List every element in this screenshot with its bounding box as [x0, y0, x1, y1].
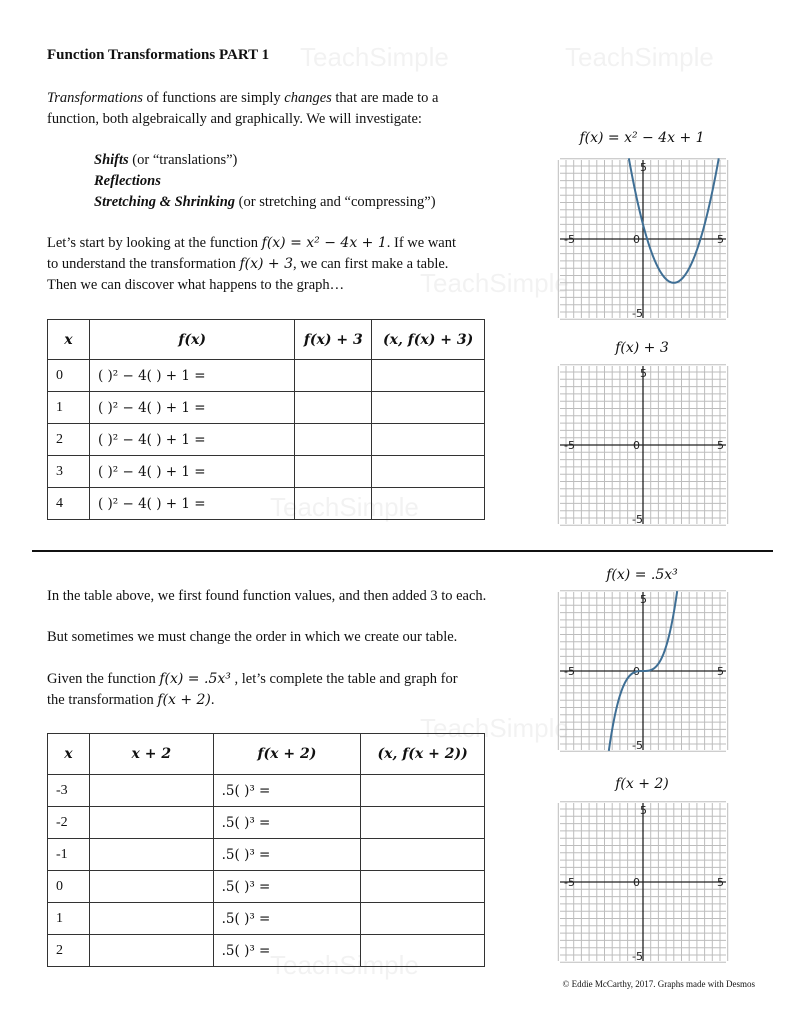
page-title: Function Transformations PART 1 — [47, 47, 270, 63]
topic-stretching: Stretching & Shrinking — [94, 194, 236, 210]
table-row — [48, 456, 485, 488]
graph-quadratic[interactable] — [560, 160, 726, 318]
intro-em: Transformations — [47, 90, 143, 106]
table-cell-x: 2 — [48, 935, 90, 967]
table-cell-expr[interactable]: .5( )³ = — [213, 935, 361, 967]
topic-reflections: Reflections — [94, 173, 161, 189]
intro-text: that are made to a — [331, 90, 439, 106]
table-row — [48, 871, 485, 903]
table-cell-blank[interactable] — [295, 392, 372, 424]
table-cell-blank[interactable] — [89, 903, 213, 935]
table-cell-expr[interactable]: ( )² − 4( ) + 1 = — [89, 488, 294, 520]
table-cell-x: 1 — [48, 392, 90, 424]
table-cell-blank[interactable] — [372, 392, 485, 424]
tick-label-pos-x: 5 — [717, 665, 724, 678]
table-cell-expr[interactable]: ( )² − 4( ) + 1 = — [89, 360, 294, 392]
table-row — [48, 360, 485, 392]
tick-label-origin: 0 — [633, 876, 640, 889]
graph-shifted-blank[interactable] — [560, 366, 726, 524]
table-2-header: x — [48, 734, 90, 775]
topic-shifts-note: (or “translations”) — [128, 152, 238, 168]
topic-list — [94, 150, 514, 213]
tick-label-pos-x: 5 — [717, 233, 724, 246]
intro-text: function, both algebraically and graphically. We will investigate: — [47, 111, 422, 127]
part1-text: . If we want — [386, 235, 457, 251]
table-cell-x: 3 — [48, 456, 90, 488]
table-cell-x: 4 — [48, 488, 90, 520]
table-cell-expr[interactable]: .5( )³ = — [213, 839, 361, 871]
tick-label-pos-x: 5 — [717, 876, 724, 889]
table-cell-x: 2 — [48, 424, 90, 456]
tick-label-neg-y: -5 — [632, 739, 643, 752]
table-cell-blank[interactable] — [295, 360, 372, 392]
table-cell-x: 0 — [48, 871, 90, 903]
part2-text: Given the function — [47, 671, 160, 687]
table-cell-expr[interactable]: .5( )³ = — [213, 871, 361, 903]
table-cell-blank[interactable] — [89, 871, 213, 903]
graph-title: f(x) = x² − 4x + 1 — [579, 130, 705, 146]
part2-text: , let’s complete the table and graph for — [230, 671, 458, 687]
table-1-header: f(x) — [89, 320, 294, 360]
table-cell-blank[interactable] — [89, 839, 213, 871]
tick-label-neg-y: -5 — [632, 950, 643, 963]
part2-paragraph — [47, 669, 537, 711]
table-cell-blank[interactable] — [89, 807, 213, 839]
credit-line: © Eddie McCarthy, 2017. Graphs made with Desmos — [562, 979, 755, 989]
table-row — [48, 424, 485, 456]
table-cell-blank[interactable] — [361, 807, 485, 839]
table-2-header: f(x + 2) — [213, 734, 361, 775]
table-row — [48, 935, 485, 967]
graph-title: f(x) = .5x³ — [606, 567, 678, 583]
table-1-header: x — [48, 320, 90, 360]
table-row — [48, 488, 485, 520]
intro-text: of functions are simply — [142, 90, 285, 106]
table-cell-blank[interactable] — [361, 775, 485, 807]
table-cell-x: 1 — [48, 903, 90, 935]
intro-paragraph — [47, 88, 517, 130]
watermark: TeachSimple — [565, 42, 714, 72]
table-cell-expr[interactable]: ( )² − 4( ) + 1 = — [89, 424, 294, 456]
table-1-header: f(x) + 3 — [295, 320, 372, 360]
part1-text: Let’s start by looking at the function — [47, 235, 262, 251]
table-cell-x: -3 — [48, 775, 90, 807]
table-2-header: (x, f(x + 2)) — [361, 734, 485, 775]
tick-label-neg-y: -5 — [632, 307, 643, 320]
tick-label-pos-y: 5 — [640, 367, 647, 380]
table-cell-blank[interactable] — [372, 360, 485, 392]
tick-label-pos-y: 5 — [640, 161, 647, 174]
table-cell-blank[interactable] — [361, 871, 485, 903]
table-cell-blank[interactable] — [372, 488, 485, 520]
table-cell-blank[interactable] — [372, 424, 485, 456]
table-1-header: (x, f(x) + 3) — [372, 320, 485, 360]
table-cell-blank[interactable] — [372, 456, 485, 488]
graph-cubic[interactable] — [560, 592, 726, 750]
tick-label-origin: 0 — [633, 439, 640, 452]
table-cell-expr[interactable]: .5( )³ = — [213, 807, 361, 839]
table-cell-blank[interactable] — [361, 903, 485, 935]
part1-math: f(x) + 3 — [239, 256, 294, 272]
tick-label-neg-y: -5 — [632, 513, 643, 526]
table-row — [48, 839, 485, 871]
part1-text: , we can first make a table. — [293, 256, 449, 272]
part2-text: the transformation — [47, 692, 158, 708]
tick-label-neg-x: -5 — [564, 665, 575, 678]
table-cell-blank[interactable] — [89, 935, 213, 967]
part2-text: . — [210, 692, 215, 708]
watermark: TeachSimple — [420, 713, 569, 743]
part2-p2: But sometimes we must change the order in which we create our table. — [47, 629, 458, 645]
graph-title: f(x + 2) — [615, 776, 669, 792]
part1-text: to understand the transformation — [47, 256, 240, 272]
watermark: TeachSimple — [300, 42, 449, 72]
table-row — [48, 775, 485, 807]
table-cell-expr[interactable]: .5( )³ = — [213, 775, 361, 807]
part1-math: f(x) = x² − 4x + 1 — [261, 235, 387, 251]
tick-label-neg-x: -5 — [564, 876, 575, 889]
part2-p1: In the table above, we first found function values, and then added 3 to each. — [47, 588, 487, 604]
table-cell-x: -2 — [48, 807, 90, 839]
topic-stretching-note: (or stretching and “compressing”) — [235, 194, 436, 210]
table-cell-blank[interactable] — [295, 488, 372, 520]
topic-shifts: Shifts — [94, 152, 129, 168]
table-1 — [47, 319, 485, 520]
table-2-header: x + 2 — [89, 734, 213, 775]
tick-label-origin: 0 — [633, 665, 640, 678]
tick-label-pos-y: 5 — [640, 593, 647, 606]
tick-label-neg-x: -5 — [564, 233, 575, 246]
watermark: TeachSimple — [420, 268, 569, 298]
watermark: TeachSimple — [270, 950, 419, 980]
table-cell-blank[interactable] — [295, 424, 372, 456]
part1-text: Then we can discover what happens to the graph… — [47, 277, 345, 293]
table-cell-blank[interactable] — [361, 839, 485, 871]
part2-math: f(x) = .5x³ — [159, 671, 231, 687]
part2-math: f(x + 2) — [157, 692, 211, 708]
table-cell-x: -1 — [48, 839, 90, 871]
graph-horizontal-shift-blank[interactable] — [560, 803, 726, 961]
part1-paragraph — [47, 233, 527, 296]
table-cell-expr[interactable]: ( )² − 4( ) + 1 = — [89, 456, 294, 488]
table-row — [48, 392, 485, 424]
table-cell-expr[interactable]: ( )² − 4( ) + 1 = — [89, 392, 294, 424]
table-row — [48, 807, 485, 839]
tick-label-pos-y: 5 — [640, 804, 647, 817]
table-row — [48, 903, 485, 935]
table-cell-expr[interactable]: .5( )³ = — [213, 903, 361, 935]
section-divider — [32, 550, 773, 552]
table-cell-blank[interactable] — [361, 935, 485, 967]
tick-label-origin: 0 — [633, 233, 640, 246]
intro-em: changes — [284, 90, 332, 106]
table-cell-x: 0 — [48, 360, 90, 392]
watermark: TeachSimple — [270, 492, 419, 522]
table-cell-blank[interactable] — [89, 775, 213, 807]
tick-label-neg-x: -5 — [564, 439, 575, 452]
tick-label-pos-x: 5 — [717, 439, 724, 452]
table-2 — [47, 733, 485, 967]
table-cell-blank[interactable] — [295, 456, 372, 488]
graph-title: f(x) + 3 — [615, 340, 669, 356]
